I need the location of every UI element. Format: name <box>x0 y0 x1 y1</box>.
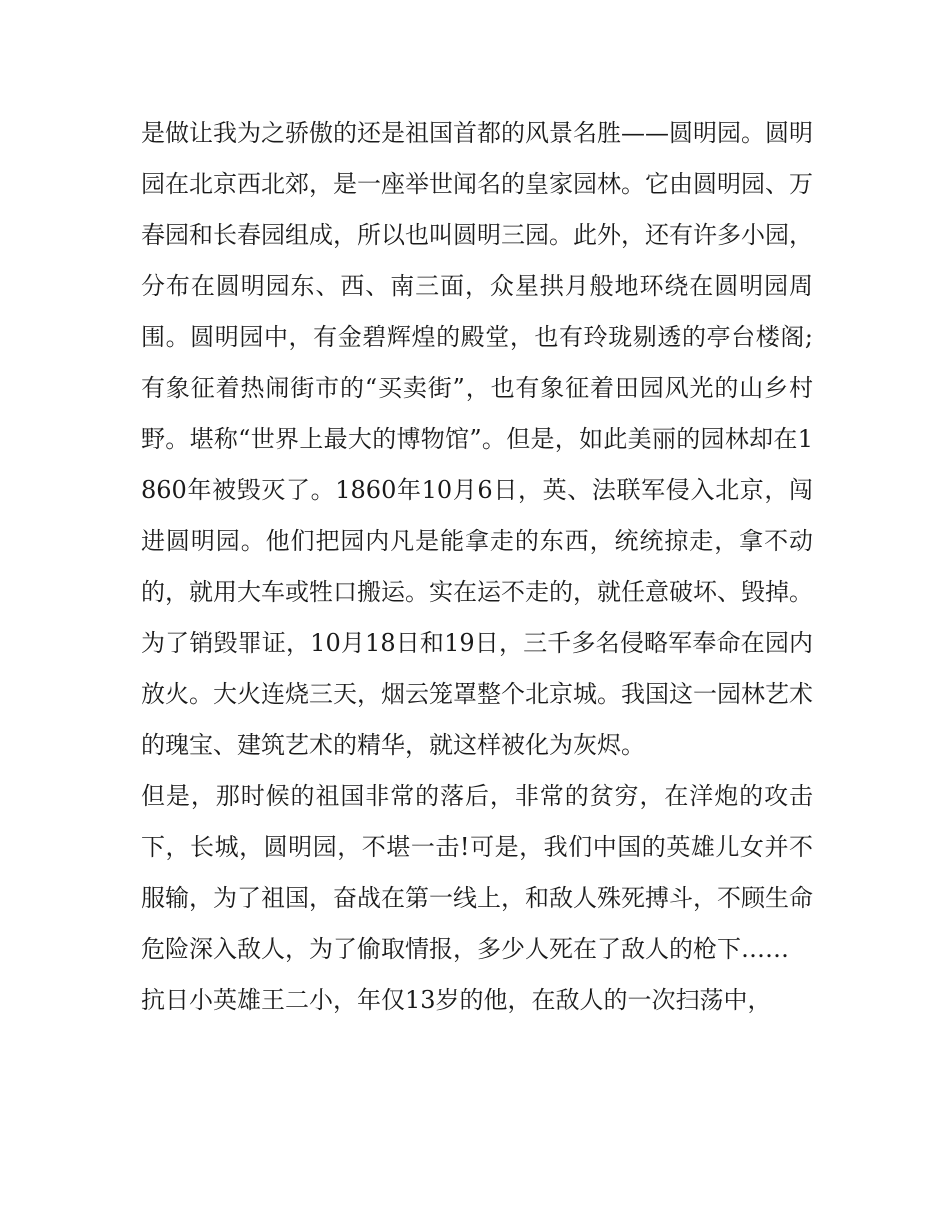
paragraph-yuanmingyuan: 是做让我为之骄傲的还是祖国首都的风景名胜——圆明园。圆明园在北京西北郊，是一座举世闻名的皇家园林。它由圆明园、万春园和长春园组成，所以也叫圆明三园。此外，还有许多小园，分布在圆明园东、西、南三面，众星拱月般地环绕在圆明园周围。圆明园中，有金碧辉煌的殿堂，也有玲珑剔透的亭台楼阁;有象征着热闹街市的“买卖街”，也有象征着田园风光的山乡村野。堪称“世界上最大的博物馆”。但是，如此美丽的园林却在1860年被毁灭了。1860年10月6日，英、法联军侵入北京，闯进圆明园。他们把园内凡是能拿走的东西，统统掠走，拿不动的，就用大车或牲口搬运。实在运不走的，就任意破坏、毁掉。为了销毁罪证，10月18日和19日，三千多名侵略军奉命在园内放火。大火连烧三天，烟云笼罩整个北京城。我国这一园林艺术的瑰宝、建筑艺术的精华，就这样被化为灰烬。 <box>141 119 813 759</box>
document-body <box>141 108 813 1026</box>
paragraph-backward-china: 但是，那时候的祖国非常的落后，非常的贫穷，在洋炮的攻击下，长城，圆明园，不堪一击!可是，我们中国的英雄儿女并不服输，为了祖国，奋战在第一线上，和敌人殊死搏斗，不顾生命危险深入敌人，为了偷取情报，多少人死在了敌人的枪下…… <box>141 782 813 963</box>
paragraph-wang-erxiao: 抗日小英雄王二小，年仅13岁的他，在敌人的一次扫荡中， <box>141 986 772 1014</box>
